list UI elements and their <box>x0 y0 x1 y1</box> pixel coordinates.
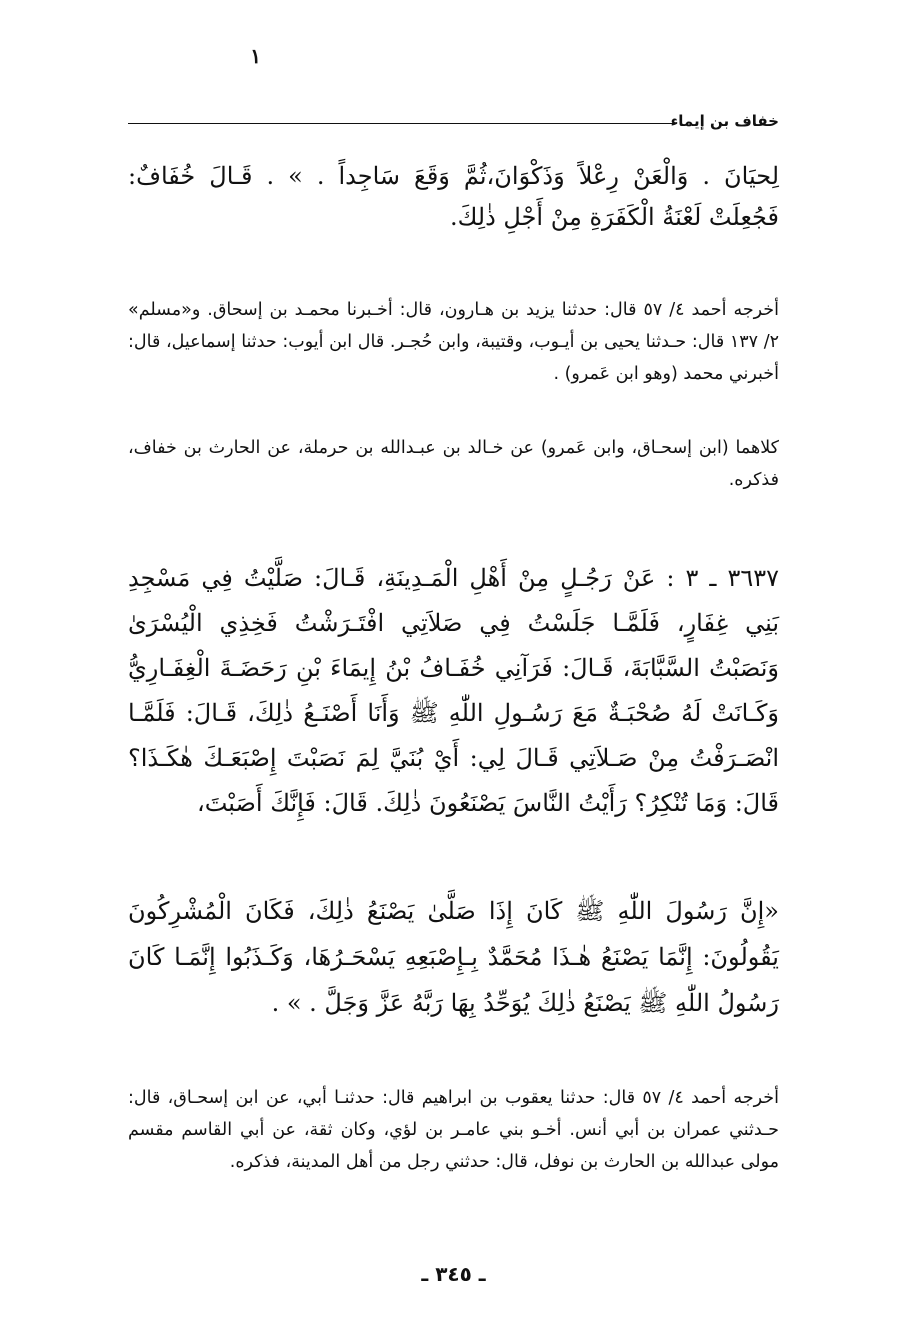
takhrij-2: أخرجه أحمد ٤/ ٥٧ قال: حدثنا يعقوب بن ابراهيم قال: حدثنـا أبي، عن ابن إسحـاق، قال: حـدثني عمران بن أبي أنس. أخـو بني عامـر بن لؤي، وكان ثقة، عن أبي القاسم مقسم مولى عبدالله بن الحارث بن نوفل، قال: حدثني رجل من أهل المدينة، فذكره. <box>128 1088 779 1172</box>
takhrij-note <box>128 432 779 496</box>
page-number: ـ ٣٤٥ ـ <box>421 1262 486 1286</box>
takhrij-1: أخرجه أحمد ٤/ ٥٧ قال: حدثنا يزيد بن هـارون، قال: أخـبرنا محمـد بن إسحاق. و«مسلم» ٢/ ١٣٧ قال: حـدثنا يحيى بن أيـوب، وقتيبة، وابن حُجـر. قال ابن أيوب: حدثنا إسماعيل، قال: أخبرني محمد (وهو ابن عَمرو) . <box>128 300 779 384</box>
takhrij-note <box>128 294 779 390</box>
header-rule <box>128 123 675 124</box>
running-title: خفاف بن إيماء <box>670 112 779 130</box>
hadith-quote <box>128 888 779 1026</box>
hadith-text-continued <box>128 156 779 238</box>
hadith-2-quote: «إِنَّ رَسُولَ اللّٰهِ ﷺ كَانَ إِذَا صَلَّىٰ يَصْنَعُ ذٰلِكَ، فَكَانَ الْمُشْرِكُونَ يَقُولُونَ: إِنَّمَا يَصْنَعُ هٰـذَا مُحَمَّدٌ بِـإِصْبَعِهِ يَسْحَـرُهَا، وَكَـذَبُوا إِنَّمَـا كَانَ رَسُولُ اللّٰهِ ﷺ يَصْنَعُ ذٰلِكَ يُوَحِّدُ بِهَا رَبَّهُ عَزَّ وَجَلَّ . » . <box>128 897 779 1017</box>
takhrij-1-continued: كلاهما (ابن إسحـاق، وابن عَمرو) عن خـالد بن عبـدالله بن حرملة، عن الحارث بن خفاف، فذكره. <box>128 438 779 490</box>
chapter-number: ١ <box>250 44 261 68</box>
hadith-2: ٣٦٣٧ ـ ٣ : عَنْ رَجُـلٍ مِنْ أَهْلِ الْمَـدِينَةِ، قَـالَ: صَلَّيْتُ فِي مَسْجِدِ بَنِي غِفَارٍ، فَلَمَّـا جَلَسْتُ فِي صَلاَتِي افْتَـرَشْتُ فَخِذِي الْيُسْرَىٰ وَنَصَبْتُ السَّبَّابَةَ، قَـالَ: فَرَآنِي خُفَـافُ بْنُ إِيمَاءَ بْنِ رَحَضَـةَ الْغِفَـارِيُّ وَكَـانَتْ لَهُ صُحْبَـةٌ مَعَ رَسُـولِ اللّٰهِ ﷺ وَأَنَا أَصْنَـعُ ذٰلِكَ، قَـالَ: فَلَمَّـا انْصَـرَفْتُ مِنْ صَـلاَتِي قَـالَ لِي: أَيْ بُنَيَّ لِمَ نَصَبْتَ إِصْبَعَـكَ هٰكَـذَا؟ قَالَ: وَمَا تُنْكِرُ؟ رَأَيْتُ النَّاسَ يَصْنَعُونَ ذٰلِكَ. قَالَ: فَإِنَّكَ أَصَبْتَ، <box>128 564 779 817</box>
hadith-1-end: لِحيَانَ . وَالْعَنْ رِعْلاً وَذَكْوَانَ،ثُمَّ وَقَعَ سَاجِداً . » . قَـالَ خُفَافٌ: فَجُعِلَتْ لَعْنَةُ الْكَفَرَةِ مِنْ أَجْلِ ذٰلِكَ. <box>128 162 779 231</box>
takhrij-note <box>128 1082 779 1178</box>
hadith-text <box>128 556 779 826</box>
running-header <box>128 108 779 136</box>
